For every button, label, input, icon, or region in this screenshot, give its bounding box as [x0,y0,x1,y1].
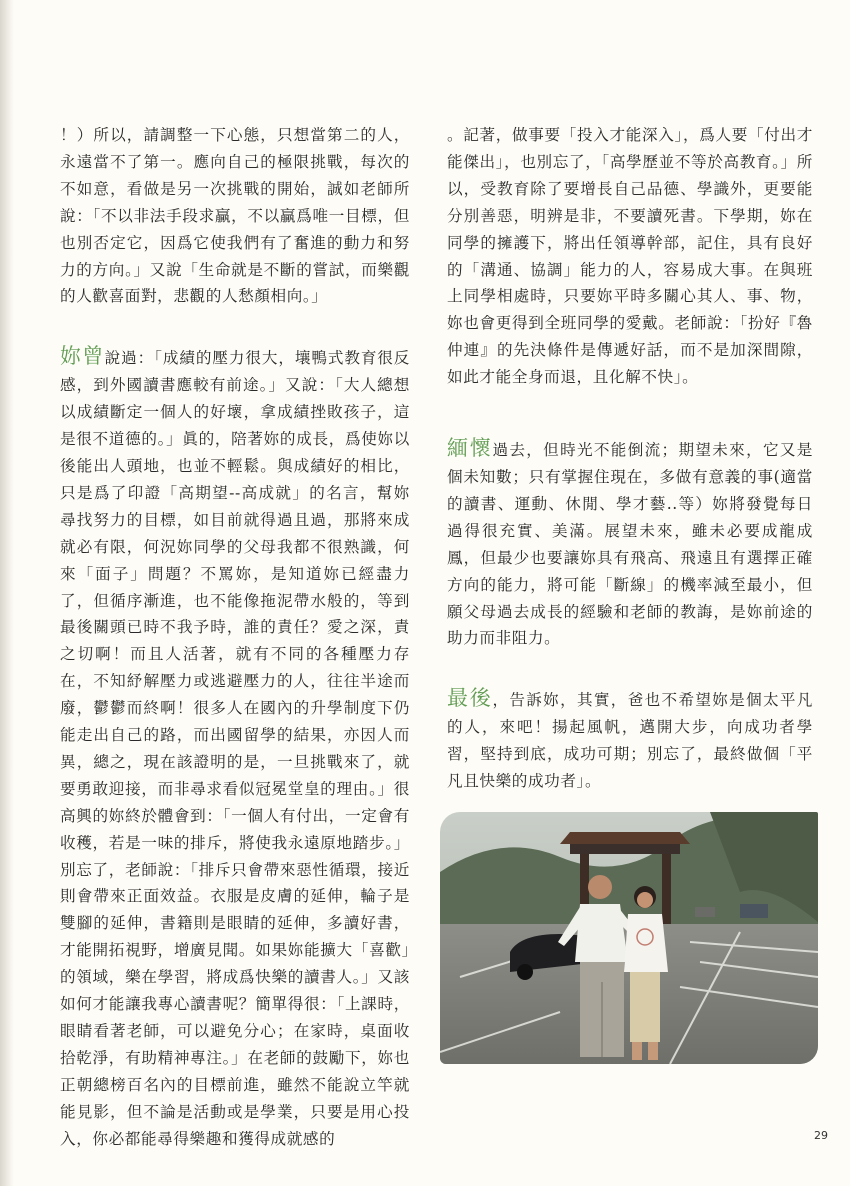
right-paragraph-1: 。記著，做事要「投入才能深入」，爲人要「付出才能傑出」，也別忘了，「高學歷並不等於高教育。」所以，受教育除了要增長自己品德、學識外，更要能分別善惡，明辨是非，不要讀死書。下學期，妳在同學的擁護下，將出任領導幹部，記住，具有良好的「溝通、協調」能力的人，容易成大事。在與班上同學相處時，只要妳平時多關心其人、事、物，妳也會更得到全班同學的愛戴。老師說：「扮好『魯仲連』的先決條件是傳遞好話，而不是加深間隙，如此才能全身而退，且化解不快」。 [447,126,813,387]
left-column [60,122,410,1153]
right-paragraph-3-body: ，告訴妳，其實，爸也不希望妳是個太平凡的人，來吧！揚起風帆，邁開大步，向成功者學習，堅持到底，成功可期；別忘了，最終做個「平凡且快樂的成功者」。 [447,691,814,791]
right-paragraph-2-body: 過去，但時光不能倒流；期望未來，它又是個未知數；只有掌握住現在，多做有意義的事(適當的讀書、運動、休閒、學才藝..等）妳將發覺每日過得很充實、美滿。展望未來，雖未必要成龍成鳳，但最少也要讓妳具有飛高、飛遠且有選擇正確方向的能力，將可能「斷線」的機率減至最小，但願父母過去成長的經驗和老師的教誨，是妳前途的助力而非阻力。 [447,441,814,648]
lead-word: 緬懷 [447,436,493,461]
left-paragraph-1: ！）所以，請調整一下心態，只想當第二的人，永遠當不了第一。應向自己的極限挑戰，每次的不如意，看做是另一次挑戰的開始，誠如老師所說：「不以非法手段求贏，不以贏爲唯一目標，但也別否定它，因爲它使我們有了奮進的動力和努力的方向。」又說「生命就是不斷的嘗試，而樂觀的人歡喜面對，悲觀的人愁顏相向。」 [60,126,410,306]
photo-illustration [440,812,818,1064]
right-paragraph-2 [447,435,813,652]
page-binding-edge [0,0,14,1186]
right-paragraph-3 [447,685,813,795]
page-number: 29 [814,1129,828,1142]
right-column [447,122,813,795]
family-photo [440,812,818,1064]
left-paragraph-2 [60,343,410,1152]
lead-word: 最後 [447,686,493,711]
lead-word: 妳曾 [60,344,105,369]
left-paragraph-2-body: 說過：「成績的壓力很大，壤鴨式教育很反感，到外國讀書應較有前途。」又說：「大人總想以成績斷定一個人的好壞，拿成績挫敗孩子，這是很不道德的。」眞的，陪著妳的成長，爲使妳以後能出人頭地，也並不輕鬆。與成績好的相比，只是爲了印證「高期望--高成就」的名言，幫妳尋找努力的目標，如目前就得過且過，那將來成就必有限，何況妳同學的父母我都不很熟識，何來「面子」問題？不罵妳，是知道妳已經盡力了，但循序漸進，也不能像拖泥帶水般的，等到最後關頭已時不我予時，誰的責任？愛之深，責之切啊！而且人活著，就有不同的各種壓力存在，不知紓解壓力或逃避壓力的人，往往半途而廢，鬱鬱而終啊！很多人在國內的升學制度下仍能走出自己的路，而出國留學的結果，亦因人而異，總之，現在該證明的是，一旦挑戰來了，就要勇敢迎接，而非尋求看似冠冕堂皇的理由。」很高興的妳終於體會到：「一個人有付出，一定會有收穫，若是一味的排斥，將使我永遠原地踏步。」別忘了，老師說：「排斥只會帶來惡性循環，接近則會帶來正面效益。衣服是皮膚的延伸，輪子是雙腳的延伸，書籍則是眼睛的延伸，多讀好書，才能開拓視野，增廣見聞。如果妳能擴大「喜歡」的領域，樂在學習，將成爲快樂的讀書人。」又該如何才能讓我專心讀書呢？簡單得很：「上課時，眼睛看著老師，可以避免分心；在家時，桌面收拾乾淨，有助精神專注。」在老師的鼓勵下，妳也正朝總榜百名內的目標前進，雖然不能說立竿就能見影，但不論是活動或是學業，只要是用心投入，你必都能尋得樂趣和獲得成就感的 [60,349,411,1148]
